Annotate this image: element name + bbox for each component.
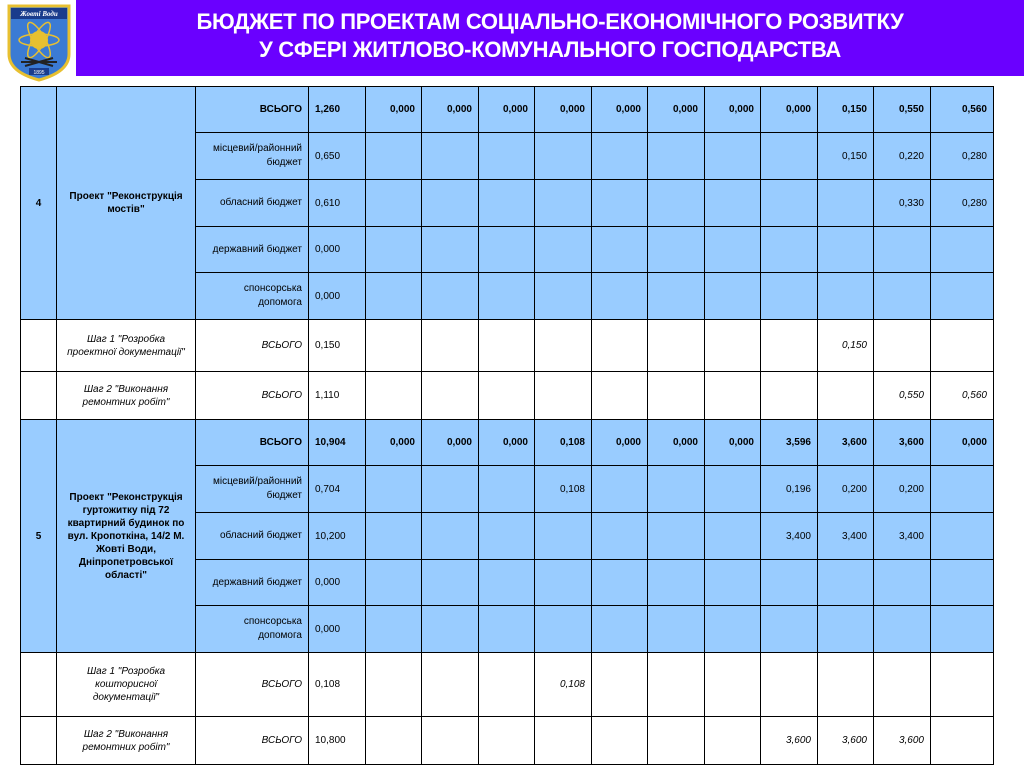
- step-total-label: ВСЬОГО: [196, 320, 309, 372]
- step-row: [21, 372, 994, 420]
- step-row: [21, 653, 994, 717]
- step-total-label: ВСЬОГО: [196, 653, 309, 717]
- value-cell: [479, 180, 535, 227]
- value-cell: [479, 273, 535, 320]
- value-cell: [931, 273, 994, 320]
- value-cell: [874, 320, 931, 372]
- value-cell: [366, 513, 422, 560]
- funding-source-label: ВСЬОГО: [196, 420, 309, 466]
- value-cell: [422, 372, 479, 420]
- value-cell: [366, 466, 422, 513]
- emblem-text: Жовті Води: [20, 10, 58, 18]
- value-cell: [366, 273, 422, 320]
- value-cell: [479, 653, 535, 717]
- value-cell: [931, 513, 994, 560]
- value-cell: [874, 227, 931, 273]
- value-cell: 3,600: [874, 717, 931, 765]
- value-cell: [931, 653, 994, 717]
- value-cell: [592, 653, 648, 717]
- header: [0, 0, 1024, 76]
- value-cell: [874, 560, 931, 606]
- value-cell: 0,000: [648, 87, 705, 133]
- value-cell: [479, 717, 535, 765]
- value-cell: [705, 227, 761, 273]
- value-cell: [422, 320, 479, 372]
- value-cell: [592, 466, 648, 513]
- value-cell: [592, 606, 648, 653]
- title-line-1: БЮДЖЕТ ПО ПРОЕКТАМ СОЦІАЛЬНО-ЕКОНОМІЧНОГО РОЗВИТКУ: [196, 9, 904, 34]
- value-cell: [366, 227, 422, 273]
- title-line-2: У СФЕРІ ЖИТЛОВО-КОМУНАЛЬНОГО ГОСПОДАРСТВА: [259, 37, 841, 62]
- value-cell: 3,400: [761, 513, 818, 560]
- value-cell: [874, 653, 931, 717]
- project-name: Проект "Реконструкція мостів": [57, 87, 196, 320]
- value-cell: [818, 653, 874, 717]
- value-cell: [535, 180, 592, 227]
- value-cell: [705, 560, 761, 606]
- value-cell: [535, 133, 592, 180]
- value-cell: 3,600: [761, 717, 818, 765]
- value-cell: [818, 273, 874, 320]
- total-value-cell: 1,260: [309, 87, 366, 133]
- value-cell: [366, 560, 422, 606]
- value-cell: [366, 320, 422, 372]
- page-title: [76, 8, 1024, 64]
- total-value-cell: 0,150: [309, 320, 366, 372]
- value-cell: [592, 133, 648, 180]
- value-cell: [705, 133, 761, 180]
- value-cell: [479, 320, 535, 372]
- value-cell: 3,400: [874, 513, 931, 560]
- value-cell: 0,550: [874, 372, 931, 420]
- value-cell: [366, 717, 422, 765]
- value-cell: [422, 227, 479, 273]
- emblem-year: 1895: [33, 70, 45, 76]
- value-cell: 0,196: [761, 466, 818, 513]
- value-cell: [648, 227, 705, 273]
- value-cell: [705, 466, 761, 513]
- value-cell: [422, 466, 479, 513]
- value-cell: [535, 227, 592, 273]
- value-cell: 0,000: [705, 87, 761, 133]
- value-cell: [648, 180, 705, 227]
- value-cell: [648, 466, 705, 513]
- value-cell: [705, 320, 761, 372]
- value-cell: [479, 372, 535, 420]
- value-cell: [761, 180, 818, 227]
- value-cell: 3,600: [818, 420, 874, 466]
- step-row: [21, 717, 994, 765]
- value-cell: [592, 560, 648, 606]
- value-cell: [648, 606, 705, 653]
- funding-source-label: спонсорська допомога: [196, 606, 309, 653]
- value-cell: 0,560: [931, 87, 994, 133]
- value-cell: [366, 133, 422, 180]
- value-cell: 0,108: [535, 420, 592, 466]
- value-cell: [592, 227, 648, 273]
- value-cell: [648, 320, 705, 372]
- value-cell: 0,330: [874, 180, 931, 227]
- project-number: 5: [21, 420, 57, 653]
- value-cell: [535, 273, 592, 320]
- value-cell: [592, 513, 648, 560]
- project-number: 4: [21, 87, 57, 320]
- total-value-cell: 0,704: [309, 466, 366, 513]
- value-cell: [931, 320, 994, 372]
- value-cell: [648, 133, 705, 180]
- value-cell: 0,200: [874, 466, 931, 513]
- total-value-cell: 0,610: [309, 180, 366, 227]
- value-cell: 0,150: [818, 133, 874, 180]
- value-cell: [761, 560, 818, 606]
- value-cell: 0,200: [818, 466, 874, 513]
- value-cell: 0,000: [761, 87, 818, 133]
- value-cell: [648, 513, 705, 560]
- value-cell: 0,000: [592, 87, 648, 133]
- funding-source-label: обласний бюджет: [196, 513, 309, 560]
- value-cell: [479, 133, 535, 180]
- total-value-cell: 0,000: [309, 227, 366, 273]
- value-cell: 0,000: [648, 420, 705, 466]
- value-cell: [818, 372, 874, 420]
- value-cell: [648, 717, 705, 765]
- value-cell: 3,600: [818, 717, 874, 765]
- step-name: Шаг 1 "Розробка проектної документації": [57, 320, 196, 372]
- total-value-cell: 10,800: [309, 717, 366, 765]
- value-cell: [422, 133, 479, 180]
- value-cell: [366, 372, 422, 420]
- value-cell: [761, 227, 818, 273]
- value-cell: [818, 180, 874, 227]
- value-cell: [705, 513, 761, 560]
- value-cell: 0,280: [931, 180, 994, 227]
- value-cell: [705, 653, 761, 717]
- value-cell: [761, 372, 818, 420]
- value-cell: 0,150: [818, 320, 874, 372]
- value-cell: [761, 273, 818, 320]
- value-cell: [705, 372, 761, 420]
- step-total-label: ВСЬОГО: [196, 372, 309, 420]
- value-cell: 0,000: [366, 420, 422, 466]
- value-cell: [874, 273, 931, 320]
- value-cell: [931, 717, 994, 765]
- value-cell: 0,000: [535, 87, 592, 133]
- project-total-row: [21, 87, 994, 133]
- funding-source-label: місцевий/районний бюджет: [196, 466, 309, 513]
- funding-source-label: ВСЬОГО: [196, 87, 309, 133]
- value-cell: [422, 180, 479, 227]
- empty-number-cell: [21, 653, 57, 717]
- value-cell: [705, 180, 761, 227]
- value-cell: 0,150: [818, 87, 874, 133]
- value-cell: [366, 180, 422, 227]
- empty-number-cell: [21, 717, 57, 765]
- value-cell: 0,000: [931, 420, 994, 466]
- step-name: Шаг 1 "Розробка кошторисної документації": [57, 653, 196, 717]
- value-cell: [366, 606, 422, 653]
- total-value-cell: 0,650: [309, 133, 366, 180]
- value-cell: 0,560: [931, 372, 994, 420]
- value-cell: [422, 560, 479, 606]
- funding-source-label: обласний бюджет: [196, 180, 309, 227]
- total-value-cell: 10,904: [309, 420, 366, 466]
- value-cell: [705, 606, 761, 653]
- value-cell: [422, 653, 479, 717]
- value-cell: [535, 513, 592, 560]
- value-cell: [479, 606, 535, 653]
- funding-source-label: державний бюджет: [196, 227, 309, 273]
- step-total-label: ВСЬОГО: [196, 717, 309, 765]
- value-cell: [479, 560, 535, 606]
- value-cell: [592, 180, 648, 227]
- value-cell: [592, 717, 648, 765]
- value-cell: [761, 653, 818, 717]
- value-cell: [818, 606, 874, 653]
- step-name: Шаг 2 "Виконання ремонтних робіт": [57, 717, 196, 765]
- total-value-cell: 10,200: [309, 513, 366, 560]
- value-cell: [761, 606, 818, 653]
- value-cell: [422, 513, 479, 560]
- value-cell: [535, 320, 592, 372]
- value-cell: [592, 273, 648, 320]
- project-total-row: [21, 420, 994, 466]
- value-cell: [874, 606, 931, 653]
- value-cell: 0,220: [874, 133, 931, 180]
- value-cell: 0,108: [535, 653, 592, 717]
- value-cell: 0,000: [366, 87, 422, 133]
- value-cell: [422, 717, 479, 765]
- value-cell: 3,400: [818, 513, 874, 560]
- value-cell: [648, 372, 705, 420]
- total-value-cell: 1,110: [309, 372, 366, 420]
- value-cell: [479, 513, 535, 560]
- value-cell: [818, 560, 874, 606]
- value-cell: 0,280: [931, 133, 994, 180]
- value-cell: [479, 466, 535, 513]
- value-cell: 0,108: [535, 466, 592, 513]
- budget-table: [20, 86, 994, 765]
- funding-source-label: спонсорська допомога: [196, 273, 309, 320]
- value-cell: [931, 560, 994, 606]
- value-cell: [931, 606, 994, 653]
- value-cell: 3,596: [761, 420, 818, 466]
- value-cell: [648, 273, 705, 320]
- value-cell: [648, 653, 705, 717]
- value-cell: [818, 227, 874, 273]
- funding-source-label: місцевий/районний бюджет: [196, 133, 309, 180]
- value-cell: [535, 717, 592, 765]
- city-emblem-icon: [5, 2, 73, 82]
- empty-number-cell: [21, 372, 57, 420]
- value-cell: 0,000: [592, 420, 648, 466]
- value-cell: [648, 560, 705, 606]
- total-value-cell: 0,000: [309, 273, 366, 320]
- value-cell: [761, 133, 818, 180]
- value-cell: [705, 717, 761, 765]
- value-cell: [535, 560, 592, 606]
- value-cell: [479, 227, 535, 273]
- value-cell: [366, 653, 422, 717]
- total-value-cell: 0,000: [309, 560, 366, 606]
- value-cell: 0,000: [422, 420, 479, 466]
- value-cell: 0,000: [422, 87, 479, 133]
- value-cell: [422, 273, 479, 320]
- value-cell: [535, 606, 592, 653]
- project-name: Проект "Реконструкція гуртожитку під 72 квартирний будинок по вул. Кропоткіна, 14/2 М. Жовті Води, Дніпропетровської області": [57, 420, 196, 653]
- value-cell: [705, 273, 761, 320]
- total-value-cell: 0,108: [309, 653, 366, 717]
- value-cell: [535, 372, 592, 420]
- value-cell: 0,550: [874, 87, 931, 133]
- total-value-cell: 0,000: [309, 606, 366, 653]
- value-cell: [931, 466, 994, 513]
- value-cell: 3,600: [874, 420, 931, 466]
- funding-source-label: державний бюджет: [196, 560, 309, 606]
- step-name: Шаг 2 "Виконання ремонтних робіт": [57, 372, 196, 420]
- value-cell: [592, 320, 648, 372]
- value-cell: [761, 320, 818, 372]
- value-cell: [592, 372, 648, 420]
- value-cell: 0,000: [705, 420, 761, 466]
- value-cell: 0,000: [479, 87, 535, 133]
- step-row: [21, 320, 994, 372]
- empty-number-cell: [21, 320, 57, 372]
- value-cell: [931, 227, 994, 273]
- value-cell: [422, 606, 479, 653]
- value-cell: 0,000: [479, 420, 535, 466]
